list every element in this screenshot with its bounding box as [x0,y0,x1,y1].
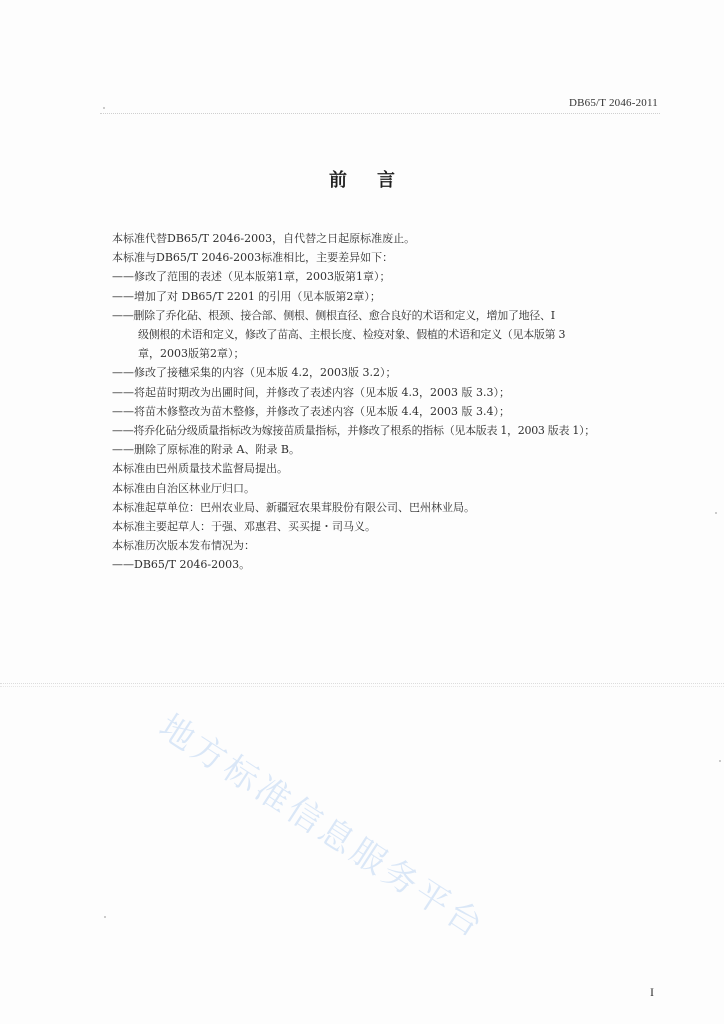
scan-artifact-line [0,686,724,687]
standard-code: DB65/T 2046-2011 [568,97,658,109]
paragraph-line: 本标准与DB65/T 2046-2003标准相比，主要差异如下： [112,251,394,265]
paragraph-line: 本标准主要起草人：于强、邓惠君、买买提・司马义。 [112,520,376,534]
page-number: I [650,985,654,999]
paragraph-line: 本标准历次版本发布情况为： [112,539,255,553]
list-item: ——将乔化砧分级质量指标改为嫁接苗质量指标，并修改了根系的指标（见本版表 1，2003 版表 1）； [112,424,595,438]
list-item: ——将苗木修整改为苗木整修，并修改了表述内容（见本版 4.4，2003 版 3.4）； [112,404,510,418]
paragraph-line: 本标准代替DB65/T 2046-2003，自代替之日起原标准废止。 [112,232,416,245]
header-divider [100,113,660,114]
paragraph-line: 本标准起草单位：巴州农业局、新疆冠农果茸股份有限公司、巴州林业局。 [112,500,475,514]
scan-speck [103,107,105,109]
scan-speck [104,916,106,918]
list-item: ——增加了对 DB65/T 2201 的引用（见本版第2章）； [112,289,381,303]
scan-speck [715,512,717,514]
page-title: 前言 [329,170,425,191]
list-item: ——删除了原标准的附录 A、附录 B。 [112,443,301,457]
list-item: ——DB65/T 2046-2003。 [112,558,251,572]
list-item: ——修改了范围的表述（见本版第1章，2003版第1章）； [112,270,391,284]
watermark: 地方标准信息服务平台 [151,706,493,948]
list-item: ——将起苗时期改为出圃时间，并修改了表述内容（见本版 4.3，2003 版 3.3）； [112,385,510,399]
paragraph-line: 本标准由巴州质量技术监督局提出。 [112,462,288,476]
paragraph-line: 本标准由自治区林业厅归口。 [112,481,255,495]
list-item-continuation: 级侧根的术语和定义，修改了苗高、主根长度、检疫对象、假植的术语和定义（见本版第 3 [138,328,566,342]
list-item: ——删除了乔化砧、根颈、接合部、侧根、侧根直径、愈合良好的术语和定义，增加了地径、Ⅰ [112,308,555,322]
scan-artifact-line [0,683,724,684]
list-item: ——修改了接穗采集的内容（见本版 4.2，2003版 3.2）； [112,366,397,380]
list-item-continuation: 章，2003版第2章）； [138,347,245,361]
scan-speck [719,760,721,762]
foreword-body [112,229,660,575]
